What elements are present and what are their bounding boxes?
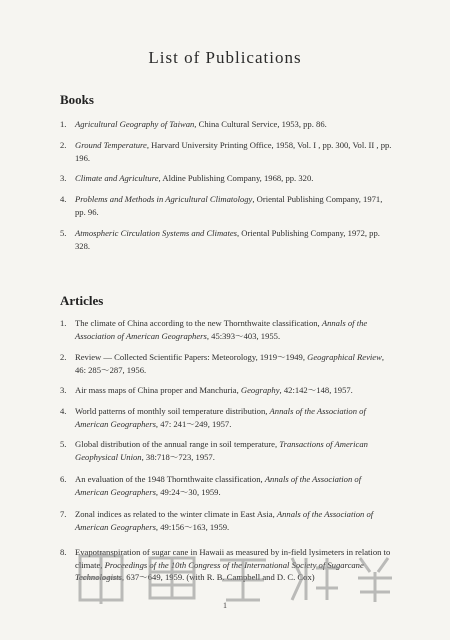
entry-title-italic: Agricultural Geography of Taiwan bbox=[75, 119, 195, 129]
articles-entry bbox=[60, 384, 395, 397]
entry-text-part: , 38:718～723, 1957. bbox=[141, 451, 215, 462]
entry-number: 4. bbox=[60, 194, 67, 204]
watermark-seal-icon bbox=[70, 548, 400, 608]
entry-title-italic: Proceedings of the 10th Congress of the International Society of Sugarcane Technologists bbox=[75, 559, 364, 583]
entry-text-part: , 49:156～163, 1959. bbox=[155, 521, 230, 532]
entry-number: 3. bbox=[60, 385, 67, 395]
books-entry bbox=[60, 193, 395, 218]
entry-text-part: , 637～649, 1959. (with R. B. Campbell and D. C. Cox) bbox=[121, 572, 315, 583]
articles-entry bbox=[60, 508, 395, 533]
entry-text-part: Global distribution of the annual range in soil temperature, bbox=[75, 439, 280, 449]
entry-text-part: Review — Collected Scientific Papers: Meteorology, 1919～1949, bbox=[75, 352, 308, 362]
entry-number: 2. bbox=[60, 140, 67, 150]
entry-text bbox=[75, 118, 395, 131]
entry-number: 5. bbox=[60, 228, 67, 238]
entry-title-italic: Atmospheric Circulation Systems and Climates bbox=[75, 228, 237, 238]
articles-entry bbox=[60, 405, 395, 430]
entry-text bbox=[75, 438, 395, 463]
entry-text-part: , 47: 241～249, 1957. bbox=[155, 418, 232, 429]
articles-heading: Articles bbox=[60, 293, 104, 308]
entry-number: 1. bbox=[60, 119, 67, 129]
entry-title-italic: Geography bbox=[240, 385, 280, 395]
articles-entry bbox=[60, 351, 395, 376]
entry-text bbox=[75, 508, 395, 533]
books-entry bbox=[60, 139, 395, 164]
entry-text-part: Air mass maps of China proper and Manchuria, bbox=[75, 385, 241, 395]
entry-text bbox=[75, 193, 395, 218]
entry-text-part: , Aldine Publishing Company, 1968, pp. 320. bbox=[158, 173, 314, 183]
entry-text-part: , Oriental Publishing Company, 1971, pp. 96. bbox=[75, 194, 383, 217]
entry-text-part: Zonal indices as related to the winter climate in East Asia, bbox=[75, 509, 277, 519]
books-entry bbox=[60, 118, 395, 131]
entry-number: 2. bbox=[60, 352, 67, 362]
entry-text-part: , 46: 285～287, 1956. bbox=[75, 352, 385, 375]
entry-number: 3. bbox=[60, 173, 67, 183]
entry-text-part: , China Cultural Service, 1953, pp. 86. bbox=[194, 119, 327, 129]
entry-text bbox=[75, 405, 395, 430]
entry-text-part: An evaluation of the 1948 Thornthwaite classification, bbox=[75, 474, 265, 484]
page-number: 1 bbox=[223, 601, 227, 610]
entry-number: 6. bbox=[60, 474, 67, 484]
entry-title-italic: Problems and Methods in Agricultural Climatology bbox=[75, 194, 253, 204]
entry-title-italic: Annals of the Association of American Geographers bbox=[75, 318, 368, 341]
entry-title-italic: Ground Temperature bbox=[75, 140, 147, 150]
entry-text bbox=[75, 139, 395, 164]
entry-title-italic: Climate and Agriculture bbox=[75, 173, 159, 183]
entry-number: 1. bbox=[60, 318, 67, 328]
articles-entry bbox=[60, 473, 395, 498]
books-heading: Books bbox=[60, 92, 94, 107]
articles-entry bbox=[60, 317, 395, 342]
entry-title-italic: Annals of the Association of American Geographers bbox=[75, 509, 374, 532]
books-entry bbox=[60, 227, 395, 252]
entry-text bbox=[75, 473, 395, 498]
entry-text-part: , 45:393～403, 1955. bbox=[206, 330, 281, 341]
entry-text bbox=[75, 172, 395, 185]
entry-text bbox=[75, 227, 395, 252]
entry-text-part: , 49:24～30, 1959. bbox=[155, 486, 221, 497]
entry-text bbox=[75, 351, 395, 376]
entry-title-italic: Geographical Review bbox=[307, 352, 382, 362]
entry-text-part: The climate of China according to the new Thornthwaite classification, bbox=[75, 318, 322, 328]
entry-number: 5. bbox=[60, 439, 67, 449]
entry-title-italic: Transactions of American Geophysical Union bbox=[75, 439, 368, 462]
entry-text bbox=[75, 317, 395, 342]
entry-number: 4. bbox=[60, 406, 67, 416]
entry-text-part: Evapotranspiration of sugar cane in Hawaii as measured by in-field lysimeters in relation to climate, bbox=[75, 547, 391, 570]
entry-text-part: World patterns of monthly soil temperature distribution, bbox=[75, 406, 270, 416]
entry-title-italic: Annals of the Association of American Geographers bbox=[75, 406, 366, 429]
entry-text-part: , 42:142～148, 1957. bbox=[279, 385, 353, 395]
entry-text-part: , Oriental Publishing Company, 1972, pp. 328. bbox=[75, 228, 380, 251]
entry-title-italic: Annals of the Association of American Geographers bbox=[75, 474, 362, 497]
entry-number: 8. bbox=[60, 547, 67, 557]
entry-text bbox=[75, 384, 395, 397]
articles-entry bbox=[60, 438, 395, 463]
entry-number: 7. bbox=[60, 509, 67, 519]
page-title: List of Publications bbox=[148, 48, 302, 67]
entry-text-part: , Harvard University Printing Office, 1958, Vol. I , pp. 300, Vol. II , pp. 196. bbox=[75, 140, 392, 163]
books-entry bbox=[60, 172, 395, 185]
